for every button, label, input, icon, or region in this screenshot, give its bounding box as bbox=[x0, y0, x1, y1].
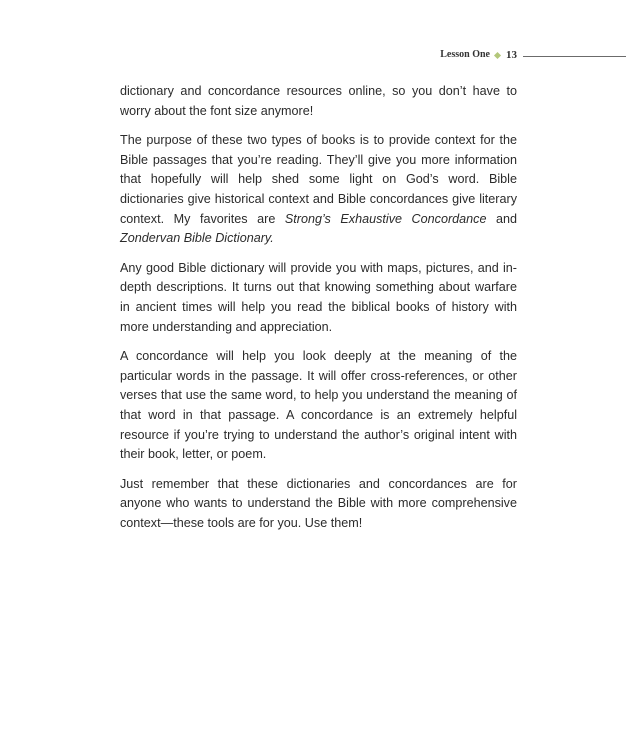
book-title: Zondervan Bible Dictionary. bbox=[120, 231, 274, 246]
section-title: Lesson One bbox=[440, 49, 490, 60]
header-rule bbox=[523, 56, 626, 57]
book-title: Strong’s Exhaustive Concordance bbox=[284, 211, 487, 226]
running-header bbox=[0, 48, 633, 64]
body-text bbox=[120, 82, 517, 543]
diamond-ornament-icon bbox=[494, 52, 501, 59]
page-number: 13 bbox=[506, 49, 517, 61]
paragraph: dictionary and concordance resources online, so you don’t have to worry about the font size anymore! bbox=[120, 84, 517, 118]
paragraph: Just remember that these dictionaries and concordances are for anyone who wants to understand the Bible with more comprehensive context—these tools are for you. Use them! bbox=[120, 476, 517, 530]
paragraph: A concordance will help you look deeply at the meaning of the particular words in the passage. It will offer cross-references, or other verses that use the same word, to help you understand the meaning of that word in that passage. A concordance is an extremely helpful resource if you’re trying to understand the author’s original intent with their book, letter, or poem. bbox=[120, 349, 517, 462]
paragraph: Any good Bible dictionary will provide you with maps, pictures, and in-depth descriptions. It turns out that knowing something about warfare in ancient times will help you read the biblical books of history with more understanding and appreciation. bbox=[120, 260, 517, 334]
paragraph: The purpose of these two types of books is to provide context for the Bible passages that you’re reading. They’ll give you more information that hopefully will help shed some light on God’s word. Bible dictionaries give historical context and Bible concordances give literary context. My favorites are Strong’s Exhaustive Concordance and Zondervan Bible Dictionary. bbox=[120, 133, 518, 246]
